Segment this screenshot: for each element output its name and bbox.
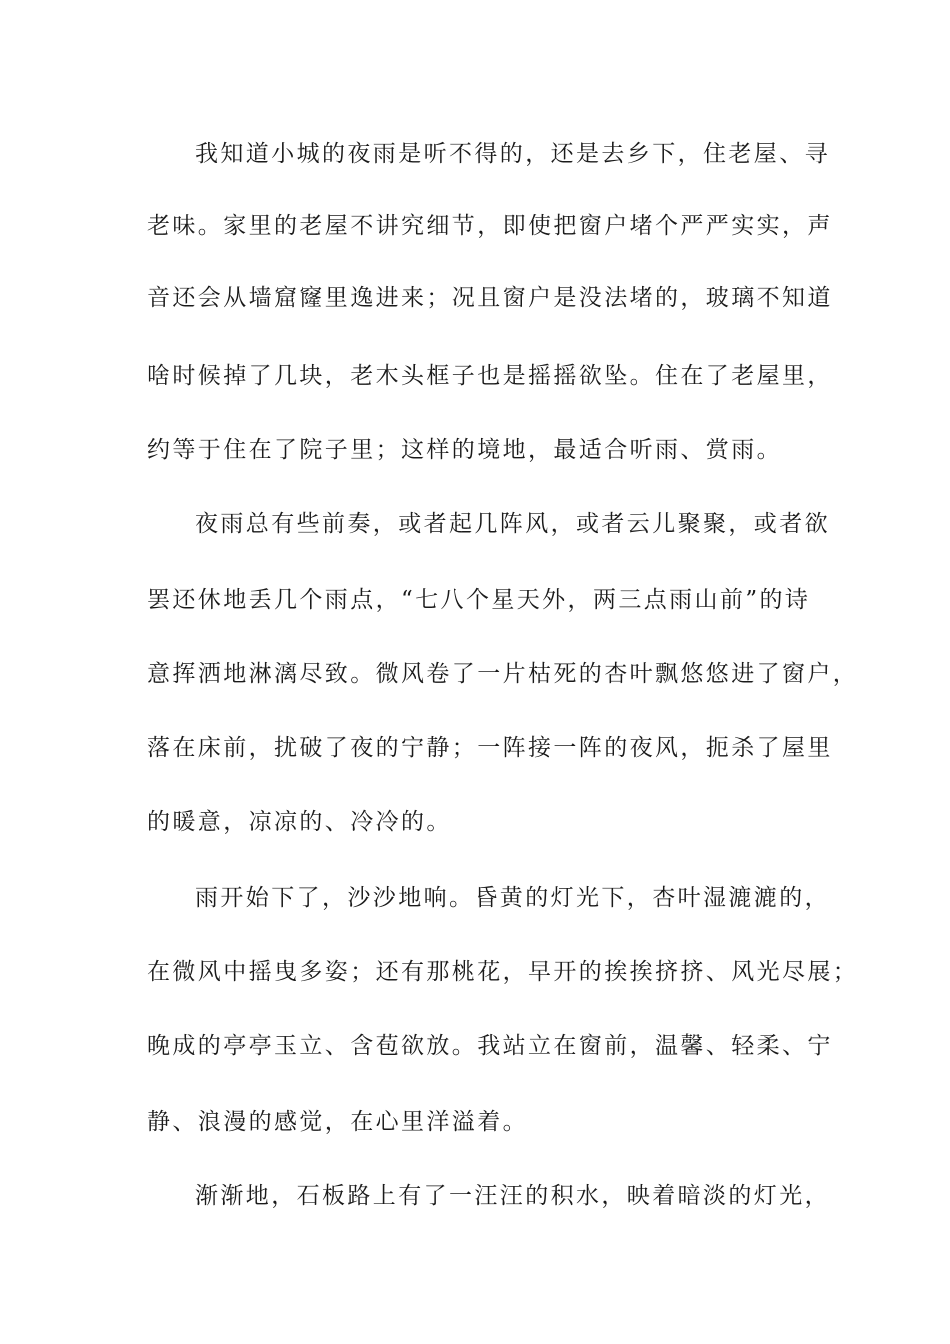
paragraph-3-line-1: 雨开始下了，沙沙地响。昏黄的灯光下，杏叶湿漉漉的， xyxy=(195,885,830,911)
paragraph-3-line-2: 在微风中摇曳多姿；还有那桃花，早开的挨挨挤挤、风光尽展； xyxy=(147,959,859,985)
paragraph-3-line-3: 晚成的亭亭玉立、含苞欲放。我站立在窗前，温馨、轻柔、宁 xyxy=(147,1033,833,1059)
paragraph-2-line-3: 意挥洒地淋漓尽致。微风卷了一片枯死的杏叶飘悠悠进了窗户， xyxy=(147,661,859,687)
paragraph-1-line-1: 我知道小城的夜雨是听不得的，还是去乡下，住老屋、寻 xyxy=(195,141,830,167)
paragraph-2-line-4: 落在床前，扰破了夜的宁静；一阵接一阵的夜风，扼杀了屋里 xyxy=(147,735,833,761)
paragraph-1-line-2: 老味。家里的老屋不讲究细节，即使把窗户堵个严严实实，声 xyxy=(147,213,833,239)
paragraph-1-line-4: 啥时候掉了几块，老木头框子也是摇摇欲坠。住在了老屋里， xyxy=(147,363,833,389)
paragraph-1-line-3: 音还会从墙窟窿里逸进来；况且窗户是没法堵的，玻璃不知道 xyxy=(147,285,833,311)
paragraph-1-line-5: 约等于住在了院子里；这样的境地，最适合听雨、赏雨。 xyxy=(147,437,782,463)
paragraph-2-line-2: 罢还休地丢几个雨点，“七八个星天外，两三点雨山前”的诗 xyxy=(147,587,811,613)
paragraph-2-line-5: 的暖意，凉凉的、冷冷的。 xyxy=(147,809,452,835)
paragraph-4-line-1: 渐渐地，石板路上有了一汪汪的积水，映着暗淡的灯光， xyxy=(195,1183,830,1209)
paragraph-3-line-4: 静、浪漫的感觉，在心里洋溢着。 xyxy=(147,1109,528,1135)
paragraph-2-line-1: 夜雨总有些前奏，或者起几阵风，或者云儿聚聚，或者欲 xyxy=(195,511,830,537)
